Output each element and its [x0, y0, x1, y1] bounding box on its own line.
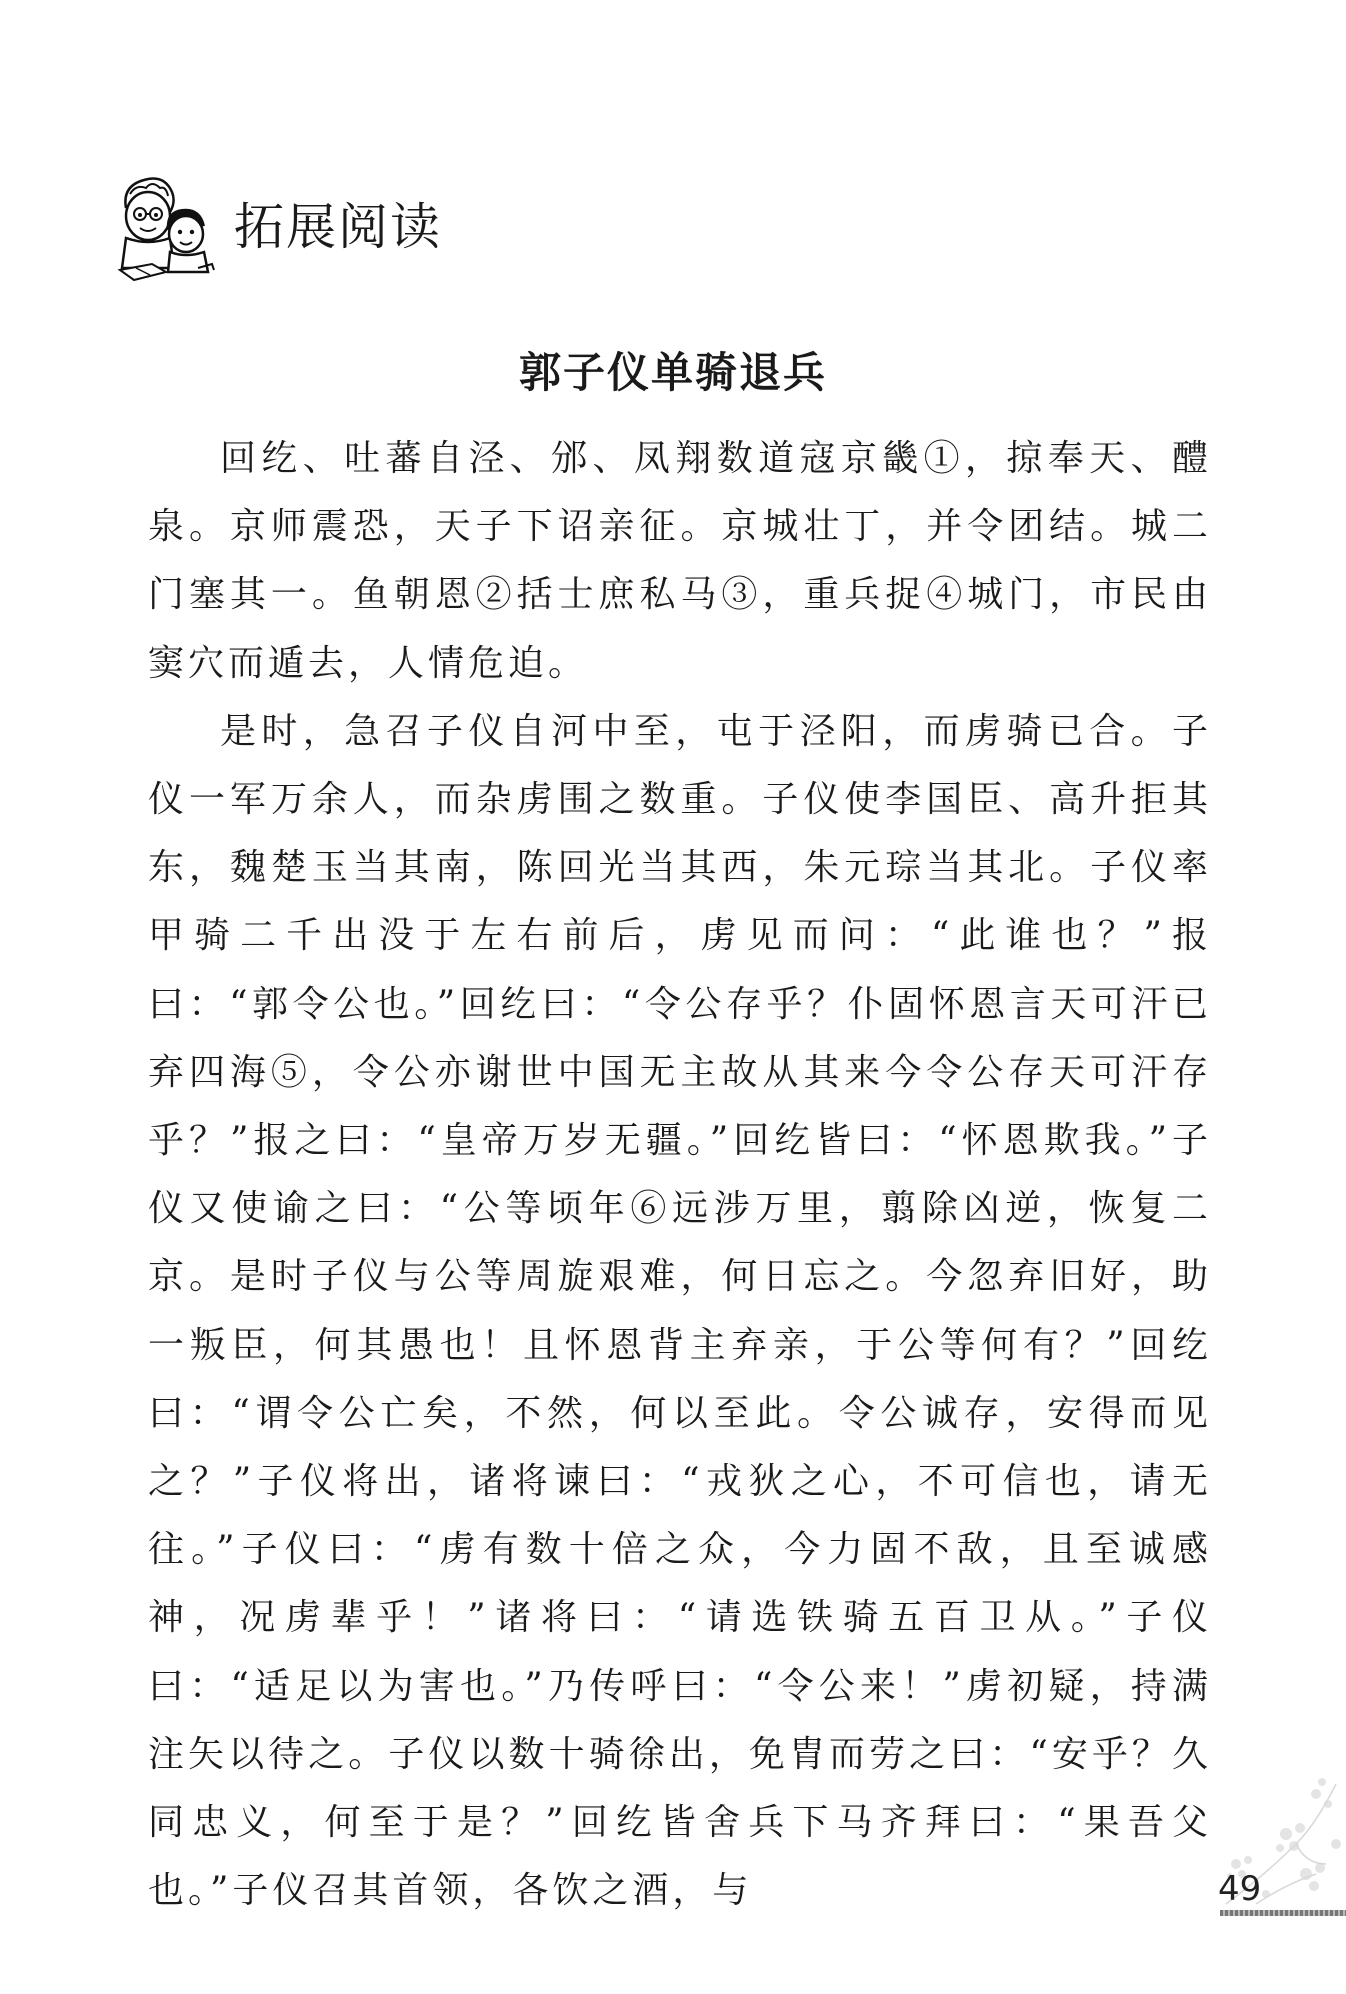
paragraph-2: 是时，急召子仪自河中至，屯于泾阳，而虏骑已合。子仪一军万余人，而杂虏围之数重。子仪使李国臣、高升拒其东，魏楚玉当其南，陈回光当其西，朱元琮当其北。子仪率甲骑二千出没于左右前后，虏见而问：“此谁也？”报曰：“郭令公也。”回纥曰：“令公存乎？仆固怀恩言天可汗已弃四海⑤，令公亦谢世中国无主故从其来今令公存天可汗存乎？”报之曰：“皇帝万岁无疆。”回纥皆曰：“怀恩欺我。”子仪又使谕之曰：“公等顷年⑥远涉万里，翦除凶逆，恢复二京。是时子仪与公等周旋艰难，何日忘之。今忽弃旧好，助一叛臣，何其愚也！且怀恩背主弃亲，于公等何有？”回纥曰：“谓令公亡矣，不然，何以至此。令公诚存，安得而见之？”子仪将出，诸将谏曰：“戎狄之心，不可信也，请无往。”子仪曰：“虏有数十倍之众，今力固不敌，且至诚感神，况虏辈乎！”诸将曰：“请选铁骑五百卫从。”子仪曰：“适足以为害也。”乃传呼曰：“令公来！”虏初疑，持满注矢以待之。子仪以数十骑徐出，免胄而劳之曰：“安乎？久同忠义，何至于是？”回纥皆舍兵下马齐拜曰：“果吾父也。”子仪召其首领，各饮之酒，与 — [148, 710, 1212, 1912]
article-title: 郭子仪单骑退兵 — [518, 348, 827, 397]
page-number: 49 — [1218, 1869, 1262, 1909]
page-number-bar — [1220, 1910, 1346, 1916]
two-children-reading-icon — [112, 172, 220, 282]
paragraph-1: 回纥、吐蕃自泾、邠、凤翔数道寇京畿①，掠奉天、醴泉。京师震恐，天子下诏亲征。京城壮丁，并令团结。城二门塞其一。鱼朝恩②括士庶私马③，重兵捉④城门，市民由窦穴而遁去，人情危迫。 — [148, 438, 1212, 684]
section-header — [112, 172, 442, 282]
article-body — [148, 425, 1212, 1925]
section-title: 拓展阅读 — [234, 198, 442, 256]
